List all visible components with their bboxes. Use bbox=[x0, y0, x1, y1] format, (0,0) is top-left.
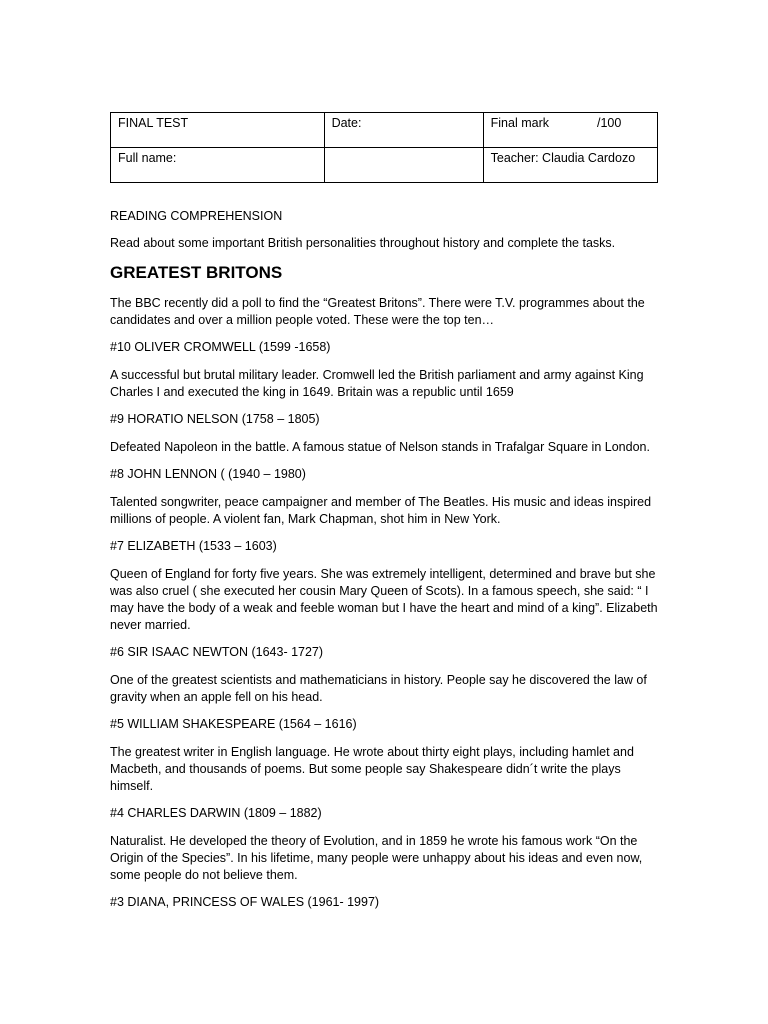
instructions: Read about some important British personalities throughout history and complete the tasks. bbox=[110, 236, 616, 250]
entry-body: A successful but brutal military leader. Cromwell led the British parliament and army against King Charles I and executed the king in 1649. Britain was a republic until 1659 bbox=[110, 368, 644, 399]
date-label: Date: bbox=[331, 116, 362, 130]
entry-heading: #8 JOHN LENNON ( (1940 – 1980) bbox=[110, 467, 306, 481]
teacher-label: Teacher: Claudia Cardozo bbox=[490, 151, 636, 165]
full-name-cell bbox=[111, 148, 325, 183]
entry-body: One of the greatest scientists and mathematicians in history. People say he discovered the law of gravity when an apple fell on his head. bbox=[110, 673, 647, 704]
test-header-table bbox=[110, 112, 658, 183]
entry-body: Defeated Napoleon in the battle. A famous statue of Nelson stands in Trafalgar Square in London. bbox=[110, 440, 650, 454]
final-mark-max: /100 bbox=[596, 116, 622, 130]
intro-paragraph: The BBC recently did a poll to find the “Greatest Britons”. There were T.V. programmes about the candidates and over a million people voted. These were the top ten… bbox=[110, 296, 645, 327]
teacher-cell bbox=[483, 148, 657, 183]
document-page bbox=[110, 112, 658, 910]
date-cell bbox=[324, 113, 483, 148]
final-test-cell bbox=[111, 113, 325, 148]
final-mark-cell bbox=[483, 113, 657, 148]
entry-body: Talented songwriter, peace campaigner and member of The Beatles. His music and ideas inspired millions of people. A violent fan, Mark Chapman, shot him in New York. bbox=[110, 495, 652, 526]
final-mark-label: Final mark bbox=[490, 116, 549, 130]
document-title: GREATEST BRITONS bbox=[110, 263, 283, 282]
header-row-2 bbox=[111, 148, 658, 183]
header-row-1 bbox=[111, 113, 658, 148]
name-value-cell bbox=[324, 148, 483, 183]
entry-body: Naturalist. He developed the theory of Evolution, and in 1859 he wrote his famous work “On the Origin of the Species”. In his lifetime, many people were unhappy about his ideas and even now, some people do not believe them. bbox=[110, 834, 643, 882]
entry-heading: #10 OLIVER CROMWELL (1599 -1658) bbox=[110, 340, 331, 354]
final-test-label: FINAL TEST bbox=[118, 116, 189, 130]
entry-heading: #5 WILLIAM SHAKESPEARE (1564 – 1616) bbox=[110, 717, 357, 731]
entry-body: Queen of England for forty five years. She was extremely intelligent, determined and brave but she was also cruel ( she executed her cousin Mary Queen of Scots). In a famous speech, she said: “ I may have the body of a weak and feeble woman but I have the heart and mind of a king”. Elizabeth never married. bbox=[110, 567, 658, 632]
entry-heading: #3 DIANA, PRINCESS OF WALES (1961- 1997) bbox=[110, 895, 380, 909]
entry-heading: #6 SIR ISAAC NEWTON (1643- 1727) bbox=[110, 645, 324, 659]
entry-heading: #4 CHARLES DARWIN (1809 – 1882) bbox=[110, 806, 322, 820]
entry-heading: #9 HORATIO NELSON (1758 – 1805) bbox=[110, 412, 320, 426]
full-name-label: Full name: bbox=[118, 151, 177, 165]
entry-body: The greatest writer in English language. He wrote about thirty eight plays, including hamlet and Macbeth, and thousands of poems. But some people say Shakespeare didn´t write the plays himself. bbox=[110, 745, 634, 793]
entry-heading: #7 ELIZABETH (1533 – 1603) bbox=[110, 539, 277, 553]
entry-list bbox=[110, 340, 658, 910]
section-label: READING COMPREHENSION bbox=[110, 209, 283, 223]
